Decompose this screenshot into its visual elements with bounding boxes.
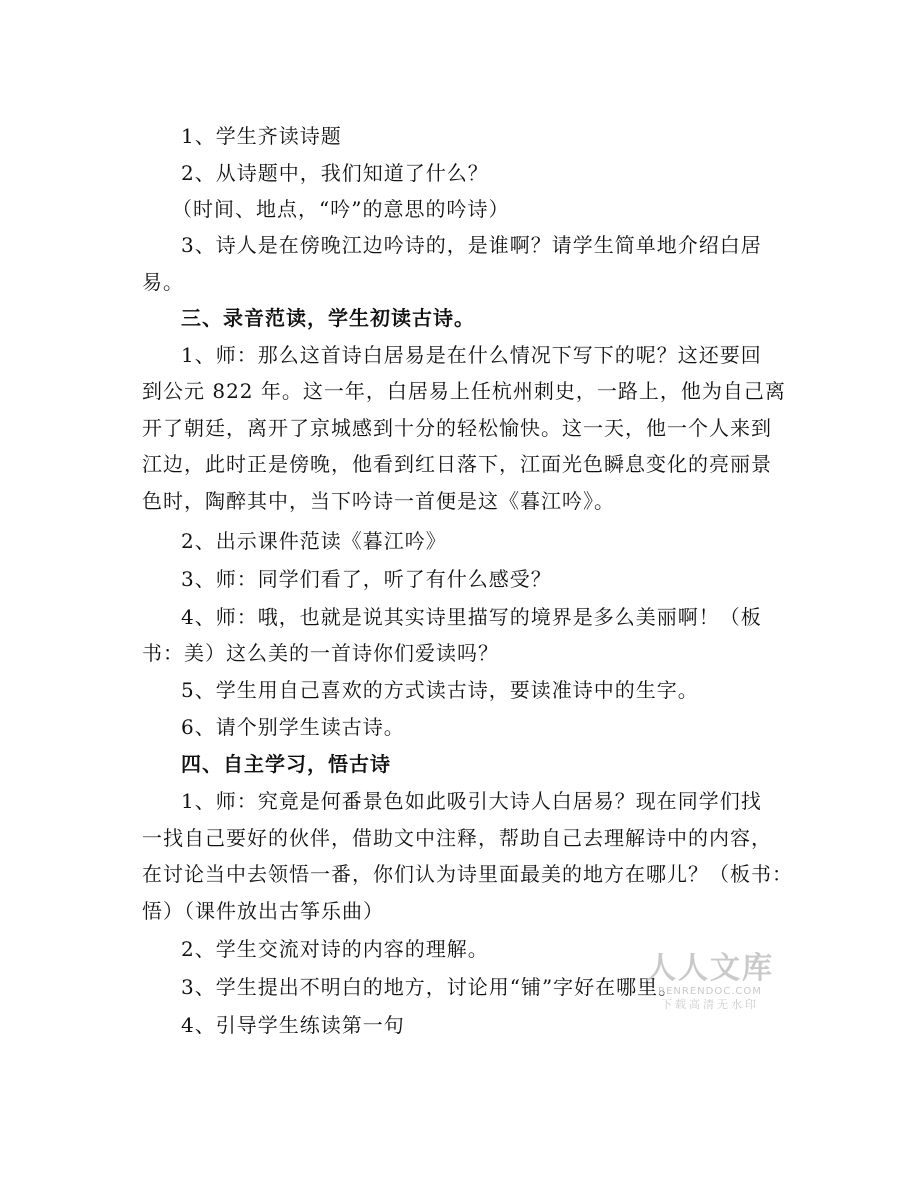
line-7: 1、师：那么这首诗白居易是在什么情况下写下的呢？这还要回 <box>181 343 762 367</box>
line-19: 1、师：究竟是何番景色如此吸引大诗人白居易？现在同学们找 <box>181 789 762 813</box>
watermark-subtitle: 下载高清无水印 <box>661 998 759 1011</box>
line-9: 开了朝廷，离开了京城感到十分的轻松愉快。这一天，他一个人来到 <box>142 416 772 440</box>
line-4: 3、诗人是在傍晚江边吟诗的，是谁啊？请学生简单地介绍白居 <box>181 233 762 257</box>
line-3: （时间、地点，“吟”的意思的吟诗） <box>172 197 510 221</box>
line-11: 色时，陶醉其中，当下吟诗一首便是这《暮江吟》。 <box>142 489 615 513</box>
line-2: 2、从诗题中，我们知道了什么？ <box>181 161 489 185</box>
line-22: 悟）（课件放出古筝乐曲） <box>142 899 384 923</box>
section-heading-3: 三、录音范读，学生初读古诗。 <box>181 306 475 330</box>
line-23: 2、学生交流对诗的内容的理解。 <box>181 937 489 961</box>
watermark-title: 人人文库 <box>646 951 774 986</box>
line-5: 易。 <box>142 270 184 294</box>
watermark-url: RENRENDOC.COM <box>658 986 762 997</box>
line-15: 书：美）这么美的一首诗你们爱读吗？ <box>142 641 499 665</box>
line-12: 2、出示课件范读《暮江吟》 <box>181 529 447 553</box>
line-10: 江边，此时正是傍晚，他看到红日落下，江面光色瞬息变化的亮丽景 <box>142 452 772 476</box>
line-24: 3、学生提出不明白的地方，讨论用“铺”字好在哪里。 <box>181 975 680 999</box>
line-14: 4、师：哦，也就是说其实诗里描写的境界是多么美丽啊！（板 <box>181 605 762 629</box>
line-21: 在讨论当中去领悟一番，你们认为诗里面最美的地方在哪儿？（板书： <box>142 862 793 886</box>
line-25: 4、引导学生练读第一句 <box>181 1013 405 1037</box>
section-heading-4: 四、自主学习，悟古诗 <box>181 752 391 776</box>
line-16: 5、学生用自己喜欢的方式读古诗，要读准诗中的生字。 <box>181 678 699 702</box>
line-1: 1、学生齐读诗题 <box>181 124 342 148</box>
line-13: 3、师：同学们看了，听了有什么感受？ <box>181 567 552 591</box>
watermark-logo <box>640 952 780 1012</box>
line-17: 6、请个别学生读古诗。 <box>181 715 405 739</box>
line-8: 到公元 822 年。这一年，白居易上任杭州刺史，一路上，他为自己离 <box>142 379 786 403</box>
line-20: 一找自己要好的伙伴，借助文中注释，帮助自己去理解诗中的内容， <box>142 826 772 850</box>
